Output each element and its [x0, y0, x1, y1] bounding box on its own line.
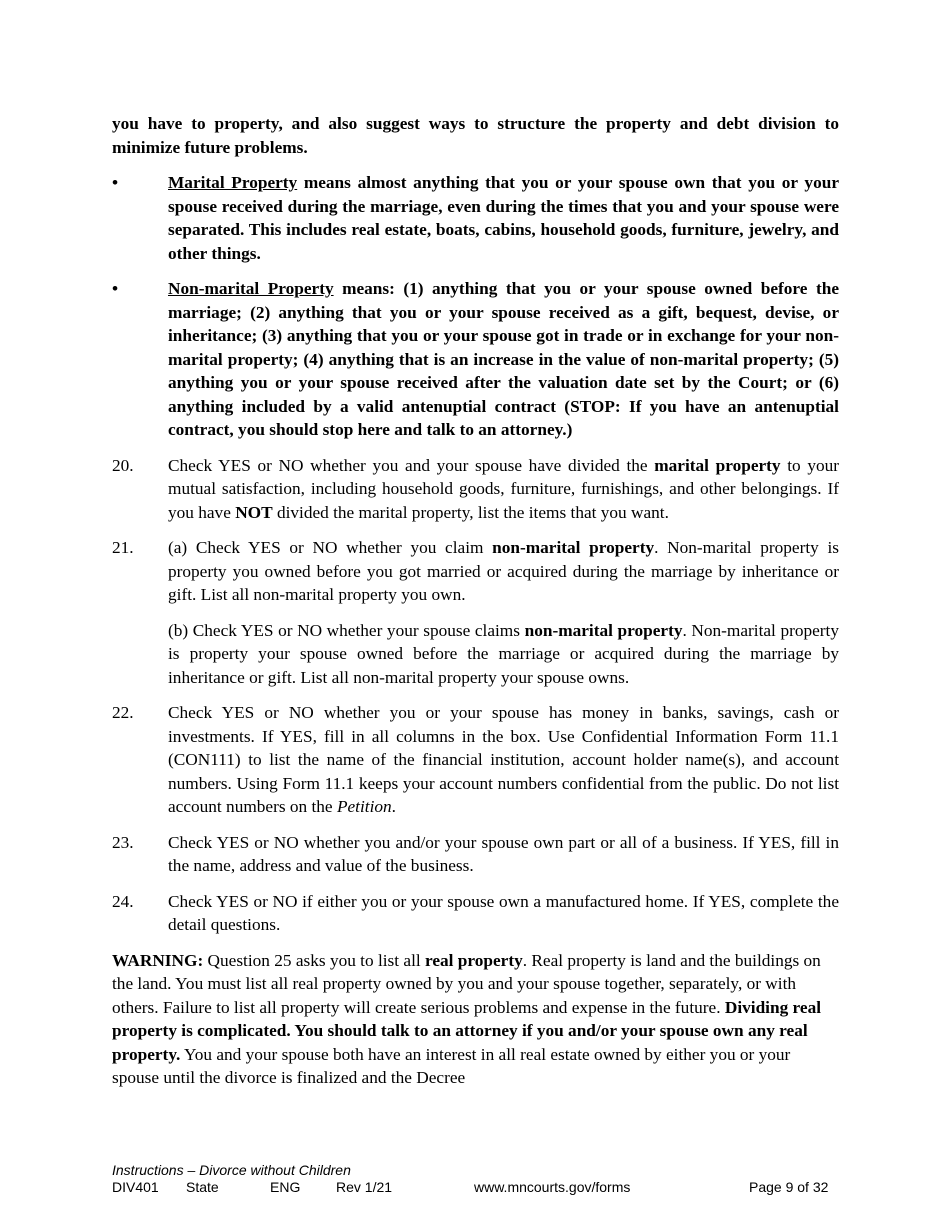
bullet-non-marital-property: [112, 277, 839, 442]
bullet-marital-property: [112, 171, 839, 265]
warning-text: Question 25 asks you to list all: [203, 950, 425, 970]
term-non-marital-property: Non-marital Property: [168, 279, 334, 298]
bold-term: real property: [425, 950, 523, 970]
warning-text: You and your spouse both have an interest in all real estate owned by either you or your spouse until the divorce is finalized and the Decree: [112, 1044, 791, 1087]
bullet-marker: •: [112, 173, 119, 192]
question-text: . Non-marital property is property you owned before you got married or acquired during the marriage by inheritance or gift. List all non-marital property you own.: [168, 538, 839, 604]
question-text: (a) Check YES or NO whether you claim: [168, 538, 493, 557]
footer-language: ENG: [270, 1179, 301, 1195]
question-text: .: [391, 797, 396, 816]
question-text: divided the marital property, list the items that you want.: [272, 502, 669, 522]
question-text: (b) Check YES or NO whether your spouse claims: [168, 620, 525, 640]
bullet-marker: •: [112, 279, 119, 298]
intro-paragraph: you have to property, and also suggest ways to structure the property and debt division to minimize future problems.: [112, 114, 839, 157]
footer-title: Instructions – Divorce without Children: [112, 1162, 351, 1178]
warning-paragraph: [112, 949, 839, 1090]
question-text: Check YES or NO if either you or your spouse own a manufactured home. If YES, complete the detail questions.: [168, 891, 839, 934]
footer-url[interactable]: www.mncourts.gov/forms: [474, 1179, 631, 1195]
question-text: . Non-marital property is property your spouse owned before the marriage or acquired during the marriage by inheritance or gift. List all non-marital property your spouse owns.: [168, 620, 839, 687]
footer-page-number: Page 9 of 32: [749, 1179, 829, 1195]
question-number: 22.: [112, 703, 134, 722]
question-21b: [112, 619, 839, 690]
question-23: [112, 831, 839, 878]
question-text: Check YES or NO whether you and/or your spouse own part or all of a business. If YES, fill in the name, address and value of the business.: [168, 832, 839, 875]
question-text: Check YES or NO whether you and your spouse have divided the: [168, 455, 655, 475]
question-text: to your mutual satisfaction, including household goods, furniture, furnishings, and other belongings. If you have: [168, 455, 839, 522]
question-21a: [112, 536, 839, 607]
question-number: 21.: [112, 538, 134, 557]
warning-text: . Real property is land and the buildings on the land. You must list all real property owned by you and your spouse together, separately, or with others. Failure to list all property will create serious problems and expense in the future.: [112, 950, 821, 1017]
question-24: [112, 890, 839, 937]
warning-label: WARNING:: [112, 950, 204, 970]
footer-form-code: DIV401: [112, 1179, 159, 1195]
footer-meta: [112, 1179, 839, 1196]
question-number: 24.: [112, 891, 134, 911]
bold-term: non-marital property: [524, 620, 683, 640]
italic-term: Petition: [336, 797, 392, 816]
footer-state: State: [186, 1179, 219, 1195]
question-number: 20.: [112, 455, 134, 475]
term-marital-property: Marital Property: [168, 173, 298, 192]
bold-term: non-marital property: [492, 538, 655, 557]
bold-warning: Dividing real property is complicated. You should talk to an attorney if you and/or your spouse own any real property.: [112, 997, 822, 1064]
definition-non-marital-property: means: (1) anything that you or your spouse owned before the marriage; (2) anything that you or your spouse received as a gift, bequest, devise, or inheritance; (3) anything that you or your spouse got in trade or in exchange for your non-marital property; (4) anything that is an increase in the value of non-marital property; (5) anything you or your spouse received after the valuation date set by the Court; or (6) anything included by a valid antenuptial contract (STOP: If you have an antenuptial contract, you should stop here and talk to an attorney.): [168, 279, 839, 439]
question-number: 23.: [112, 832, 134, 852]
bold-term: marital property: [654, 455, 781, 475]
definition-marital-property: means almost anything that you or your spouse own that you or your spouse received during the marriage, even during the times that you and your spouse were separated. This includes real estate, boats, cabins, household goods, furniture, jewelry, and other things.: [168, 173, 839, 263]
question-text: Check YES or NO whether you or your spouse has money in banks, savings, cash or investments. If YES, fill in all columns in the box. Use Confidential Information Form 11.1 (CON111) to list the name of the financial institution, account holder name(s), and account numbers. Using Form 11.1 keeps your account numbers confidential from the public. Do not list account numbers on the: [168, 703, 839, 816]
bold-term: NOT: [235, 502, 273, 522]
page-footer: [112, 1162, 839, 1196]
question-20: [112, 454, 839, 525]
footer-revision: Rev 1/21: [336, 1179, 393, 1195]
question-22: [112, 701, 839, 819]
page-content: [112, 112, 839, 1102]
